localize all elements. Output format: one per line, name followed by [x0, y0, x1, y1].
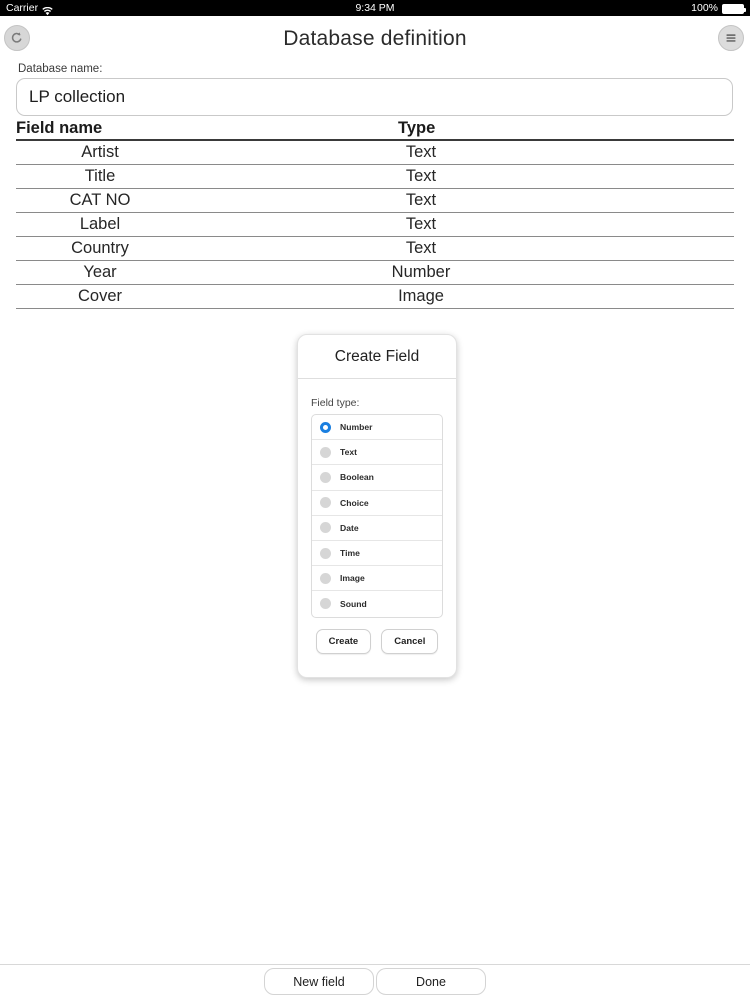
radio-option-label: Sound	[340, 598, 367, 609]
cell-field-type: Text	[405, 215, 437, 233]
radio-option-label: Text	[340, 447, 358, 458]
battery-percent-label: 100%	[691, 2, 718, 14]
row-divider	[16, 308, 734, 309]
radio-unselected-icon	[320, 472, 331, 483]
cell-field-name: Label	[79, 215, 121, 233]
navigation-bar	[0, 16, 750, 61]
status-bar	[0, 0, 750, 16]
dialog-title: Create Field	[298, 335, 456, 379]
field-type-label: Field type:	[311, 397, 360, 409]
radio-option-choice[interactable]	[312, 491, 442, 516]
radio-option-sound[interactable]	[312, 591, 442, 616]
table-row[interactable]	[0, 285, 750, 309]
toolbar-divider	[0, 964, 750, 965]
bottom-toolbar	[0, 968, 750, 995]
radio-unselected-icon	[320, 497, 331, 508]
radio-unselected-icon	[320, 522, 331, 533]
status-bar-clock: 9:34 PM	[355, 2, 395, 14]
new-field-button[interactable]: New field	[264, 968, 374, 995]
radio-option-label: Choice	[340, 497, 369, 508]
table-row[interactable]	[0, 141, 750, 165]
page-title: Database definition	[283, 27, 467, 50]
done-button[interactable]: Done	[376, 968, 486, 995]
radio-unselected-icon	[320, 548, 331, 559]
cell-field-name: Cover	[77, 287, 122, 305]
dialog-actions	[311, 618, 443, 654]
cell-field-name: Artist	[81, 143, 119, 161]
radio-option-label: Image	[340, 573, 365, 584]
cell-field-type: Number	[391, 263, 451, 281]
create-button[interactable]: Create	[316, 629, 372, 654]
radio-selected-icon	[320, 422, 331, 433]
cell-field-name: Year	[83, 263, 117, 281]
radio-option-label: Number	[340, 422, 373, 433]
table-row[interactable]	[0, 189, 750, 213]
cell-field-type: Image	[398, 287, 444, 305]
radio-option-label: Boolean	[340, 472, 374, 483]
column-header-field-name: Field name	[16, 119, 103, 137]
radio-option-text[interactable]	[312, 440, 442, 465]
radio-unselected-icon	[320, 598, 331, 609]
radio-unselected-icon	[320, 573, 331, 584]
database-name-input[interactable]	[16, 78, 733, 116]
radio-option-image[interactable]	[312, 566, 442, 591]
cell-field-type: Text	[405, 167, 437, 185]
field-type-radio-group[interactable]	[311, 414, 443, 618]
radio-option-label: Time	[340, 548, 360, 559]
dialog-body	[298, 379, 456, 654]
hamburger-circle-icon	[723, 30, 739, 46]
database-name-label: Database name:	[18, 63, 103, 75]
table-row[interactable]	[0, 165, 750, 189]
cell-field-name: CAT NO	[69, 191, 131, 209]
radio-option-boolean[interactable]	[312, 465, 442, 490]
radio-option-date[interactable]	[312, 516, 442, 541]
status-bar-right	[691, 0, 744, 16]
radio-option-label: Date	[340, 522, 359, 533]
radio-option-number[interactable]	[312, 415, 442, 440]
cell-field-name: Country	[71, 239, 129, 257]
table-row[interactable]	[0, 261, 750, 285]
cancel-button[interactable]: Cancel	[381, 629, 438, 654]
menu-button[interactable]	[718, 25, 744, 51]
radio-option-time[interactable]	[312, 541, 442, 566]
radio-unselected-icon	[320, 447, 331, 458]
table-row[interactable]	[0, 213, 750, 237]
carrier-label: Carrier	[6, 2, 39, 14]
cell-field-name: Title	[84, 167, 116, 185]
cell-field-type: Text	[405, 239, 437, 257]
create-field-dialog	[297, 334, 457, 678]
column-header-type: Type	[398, 119, 436, 137]
cell-field-type: Text	[405, 143, 437, 161]
table-row[interactable]	[0, 237, 750, 261]
fields-table	[0, 119, 750, 309]
battery-full-icon	[722, 4, 744, 14]
fields-table-header	[0, 119, 750, 139]
cell-field-type: Text	[405, 191, 437, 209]
